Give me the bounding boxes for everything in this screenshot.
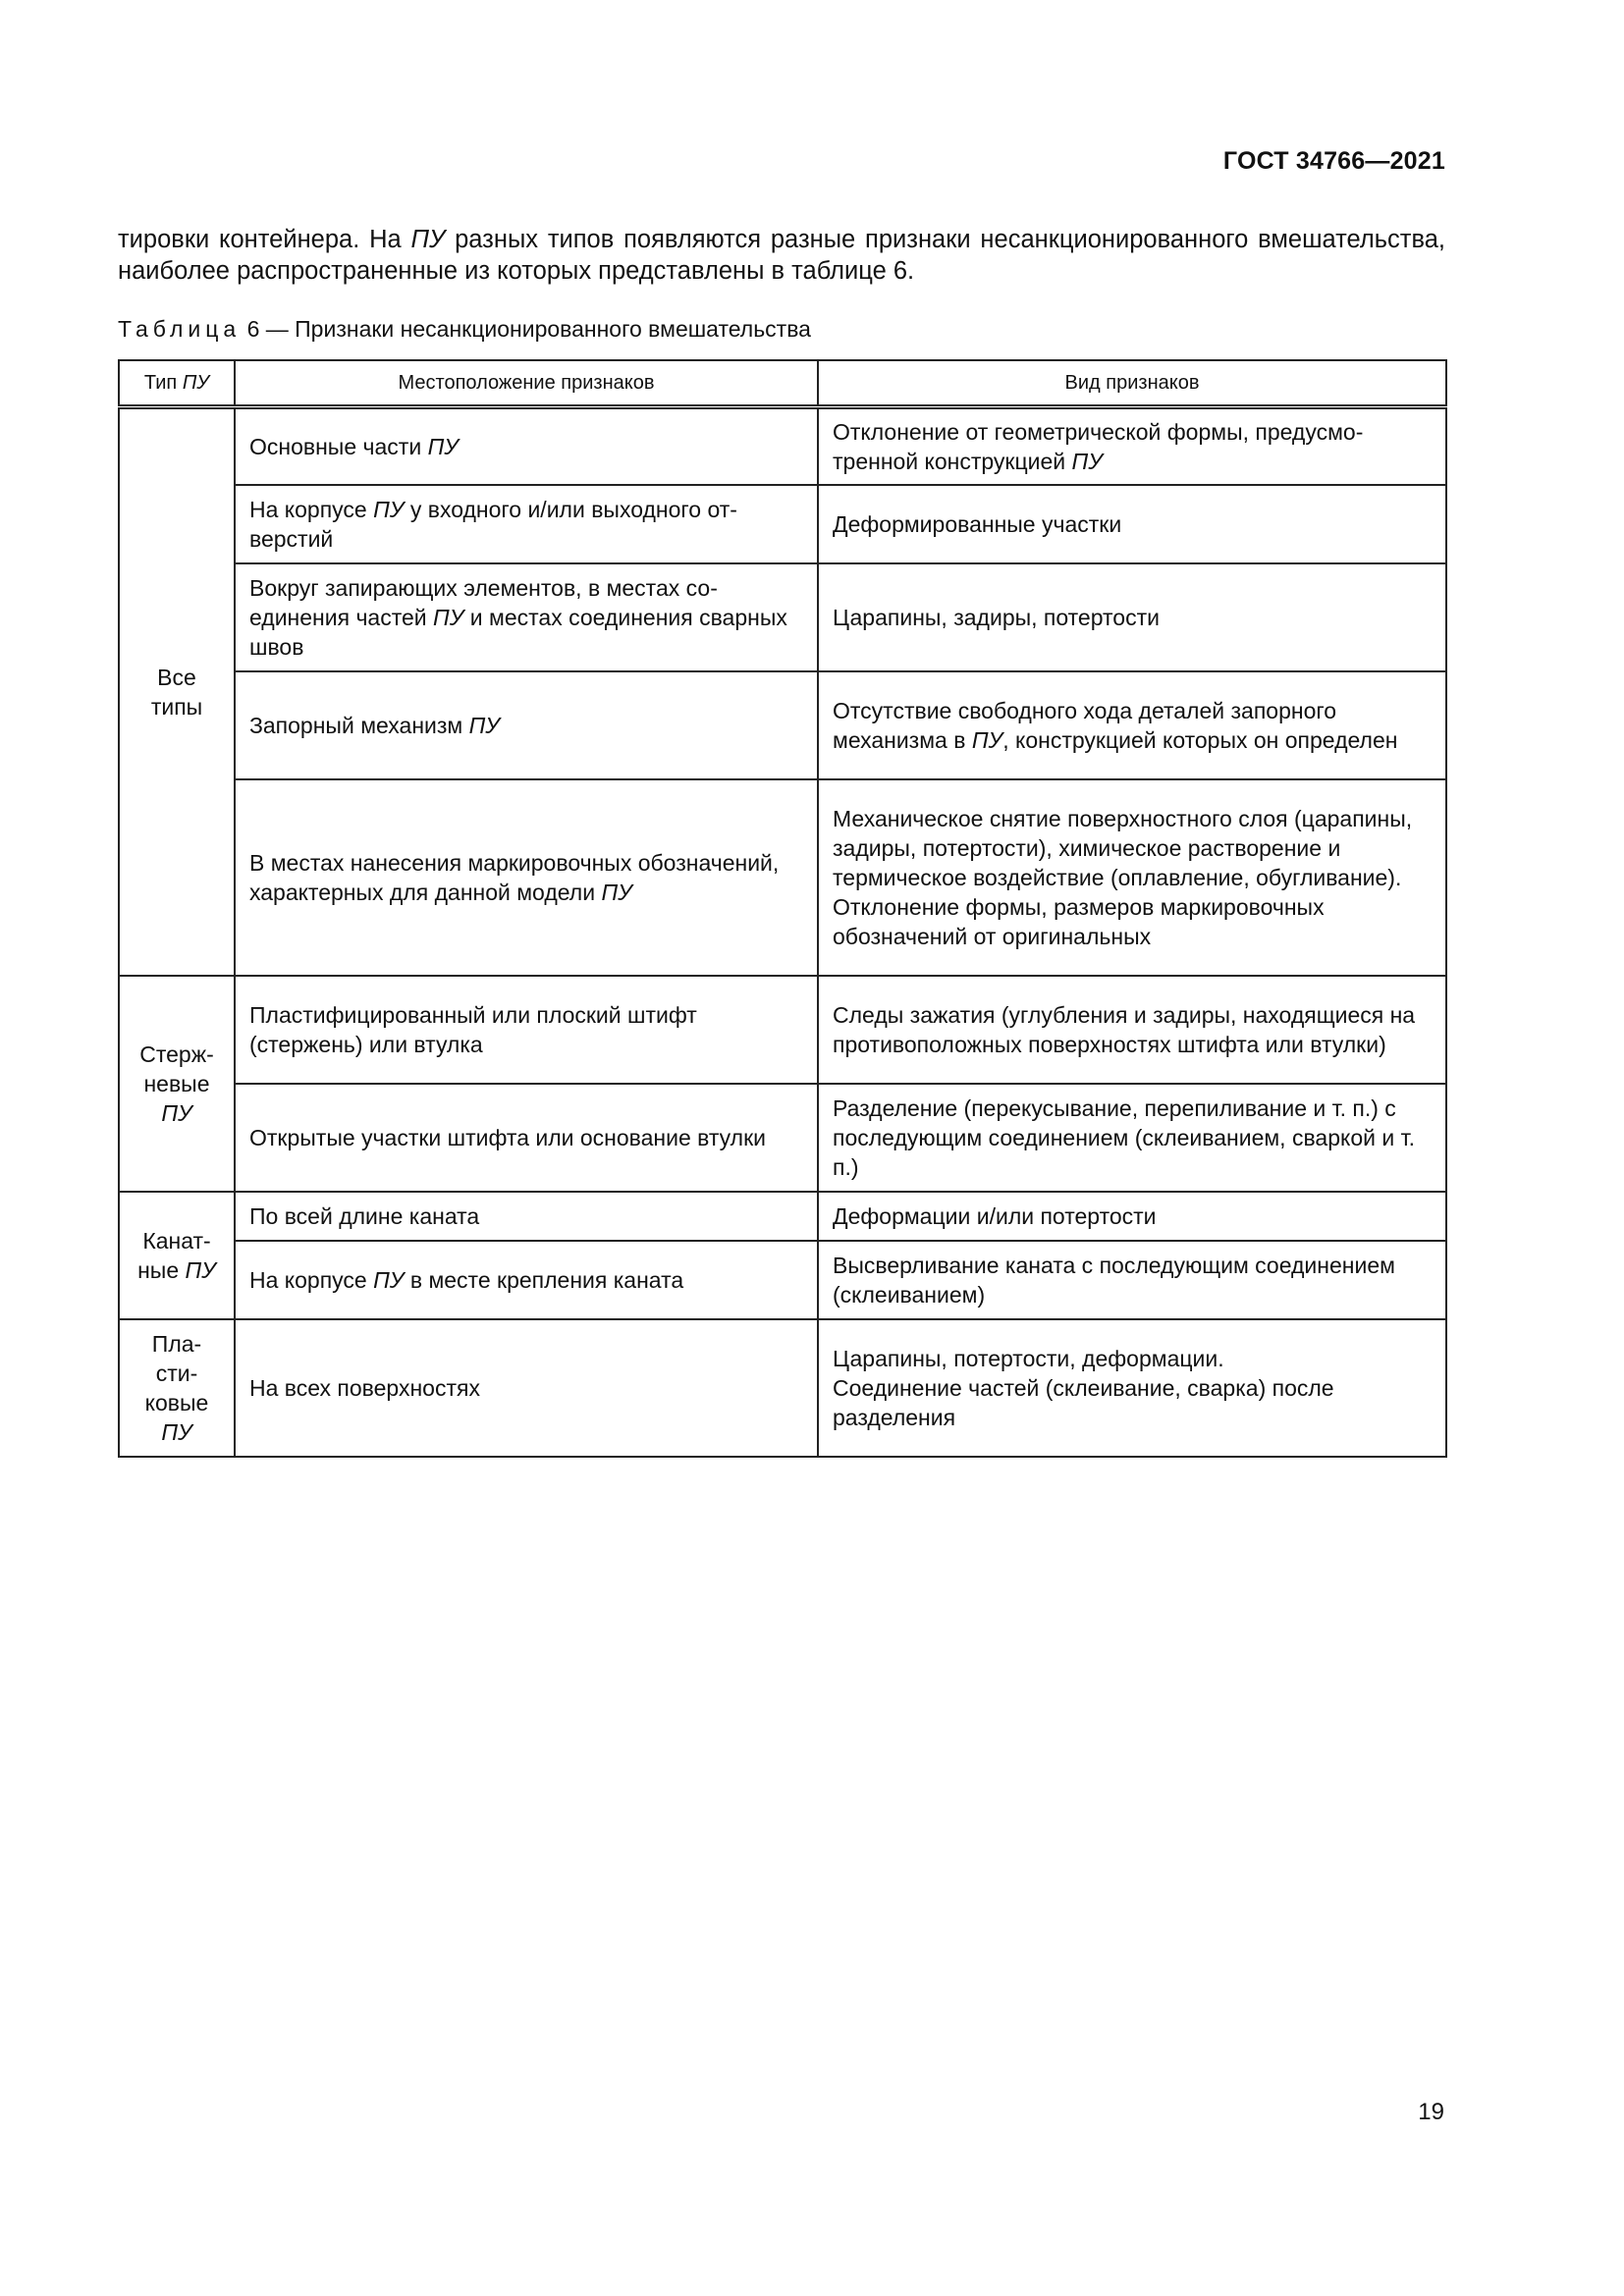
table-caption — [118, 316, 811, 343]
kind-text: Отклонение от геометрической формы, предусмотренной конструкцией — [833, 419, 1364, 474]
table-caption-text: 6 — Признаки несанкционированного вмешательства — [241, 316, 811, 342]
location-text: В местах нанесения маркировочных обозначений, характерных для данной модели — [249, 850, 780, 905]
type-cell-all — [119, 407, 235, 977]
location-abbr: ПУ — [373, 497, 405, 522]
type-cell-rod — [119, 976, 235, 1192]
intro-abbr: ПУ — [410, 226, 446, 253]
header-kind: Вид признаков — [818, 360, 1446, 407]
kind-cell: Деформации и/или потертости — [818, 1192, 1446, 1241]
type-cell-plastic — [119, 1319, 235, 1457]
type-all-line2: типы — [150, 694, 203, 720]
location-cell — [235, 563, 818, 671]
type-plastic-abbr: ПУ — [161, 1419, 192, 1445]
type-plastic-line1: Пла- — [151, 1331, 202, 1357]
kind-cell — [818, 1319, 1446, 1457]
type-plastic-line2: сти- — [155, 1361, 198, 1386]
kind-text: Механическое снятие поверхностного слоя (царапины, задиры, потертости), химическое растворение и термическое воздействие (оплавление, обугливание). — [833, 806, 1413, 890]
table-row — [119, 563, 1446, 671]
header-type-text: Тип — [143, 372, 183, 394]
table-row — [119, 671, 1446, 779]
location-text: в месте крепления каната — [404, 1267, 684, 1293]
kind-abbr: ПУ — [971, 727, 1003, 753]
location-text: у входного и/или выходного отверстий — [249, 497, 737, 552]
kind-text: Соединение частей (склеивание, сварка) после разделения — [833, 1375, 1334, 1430]
kind-text: Царапины, потертости, деформации. — [833, 1346, 1224, 1371]
location-text: Запорный механизм — [249, 713, 469, 738]
table-row — [119, 1241, 1446, 1319]
type-plastic-line3: ковые — [144, 1390, 209, 1415]
tampering-signs-table — [118, 359, 1447, 1458]
type-rod-line1: Стерж- — [139, 1041, 214, 1067]
header-type-abbr: ПУ — [182, 372, 210, 394]
kind-cell: Царапины, задиры, потертости — [818, 563, 1446, 671]
type-rod-line2: невые — [143, 1071, 210, 1096]
location-cell — [235, 671, 818, 779]
header-location: Местоположение признаков — [235, 360, 818, 407]
table-row — [119, 1319, 1446, 1457]
kind-cell: Высверливание каната с последующим соединением (склеиванием) — [818, 1241, 1446, 1319]
kind-text: Отсутствие свободного хода деталей запорного механизма в — [833, 698, 1337, 753]
kind-cell — [818, 407, 1446, 486]
table-header-row — [119, 360, 1446, 407]
location-text: Основные части — [249, 434, 428, 459]
location-text: На корпусе — [249, 1267, 374, 1293]
kind-cell: Разделение (перекусывание, перепиливание и т. п.) с последующим соединением (склеиванием, сваркой и т. п.) — [818, 1084, 1446, 1192]
table-row — [119, 1084, 1446, 1192]
type-cable-abbr: ПУ — [185, 1257, 216, 1283]
location-abbr: ПУ — [427, 434, 459, 459]
type-cable-line2: ные — [137, 1257, 186, 1283]
location-cell — [235, 485, 818, 563]
table-row — [119, 779, 1446, 976]
location-text: На корпусе — [249, 497, 374, 522]
intro-text-1: тировки контейнера. На — [118, 226, 411, 253]
kind-abbr: ПУ — [1071, 449, 1103, 474]
location-abbr: ПУ — [601, 880, 632, 905]
location-cell: Открытые участки штифта или основание втулки — [235, 1084, 818, 1192]
location-cell: Пластифицированный или плоский штифт (стержень) или втулка — [235, 976, 818, 1084]
location-text: и местах соединения сварных швов — [249, 605, 787, 660]
kind-cell: Следы зажатия (углубления и задиры, находящиеся на противоположных поверхностях штифта или втулки) — [818, 976, 1446, 1084]
location-cell — [235, 407, 818, 486]
document-code: ГОСТ 34766—2021 — [1222, 147, 1445, 175]
table-row — [119, 1192, 1446, 1241]
header-type — [119, 360, 235, 407]
page-number: 19 — [1418, 2099, 1444, 2125]
kind-cell — [818, 671, 1446, 779]
type-all-line1: Все — [157, 665, 196, 690]
kind-text: Отклонение формы, размеров маркировочных обозначений от оригинальных — [833, 894, 1325, 949]
type-cell-cable — [119, 1192, 235, 1319]
location-abbr: ПУ — [373, 1267, 405, 1293]
type-rod-abbr: ПУ — [161, 1100, 192, 1126]
table-row — [119, 485, 1446, 563]
table-row — [119, 976, 1446, 1084]
location-cell: По всей длине каната — [235, 1192, 818, 1241]
type-cable-line1: Канат- — [142, 1228, 211, 1254]
table-row — [119, 407, 1446, 486]
location-cell — [235, 1241, 818, 1319]
kind-cell: Деформированные участки — [818, 485, 1446, 563]
table-caption-label: Таблица — [118, 316, 242, 342]
location-abbr: ПУ — [468, 713, 500, 738]
kind-text: , конструкцией которых он определен — [1002, 727, 1398, 753]
intro-paragraph — [118, 224, 1445, 287]
location-text: Вокруг запирающих элементов, в местах соединения частей — [249, 575, 718, 630]
intro-text-2: разных типов появляются разные признаки несанкционированного вмешательства, наиболее распространенные из которых представлены в таблице 6. — [118, 226, 1446, 285]
location-abbr: ПУ — [433, 605, 464, 630]
kind-cell — [818, 779, 1446, 976]
location-cell: На всех поверхностях — [235, 1319, 818, 1457]
location-cell — [235, 779, 818, 976]
